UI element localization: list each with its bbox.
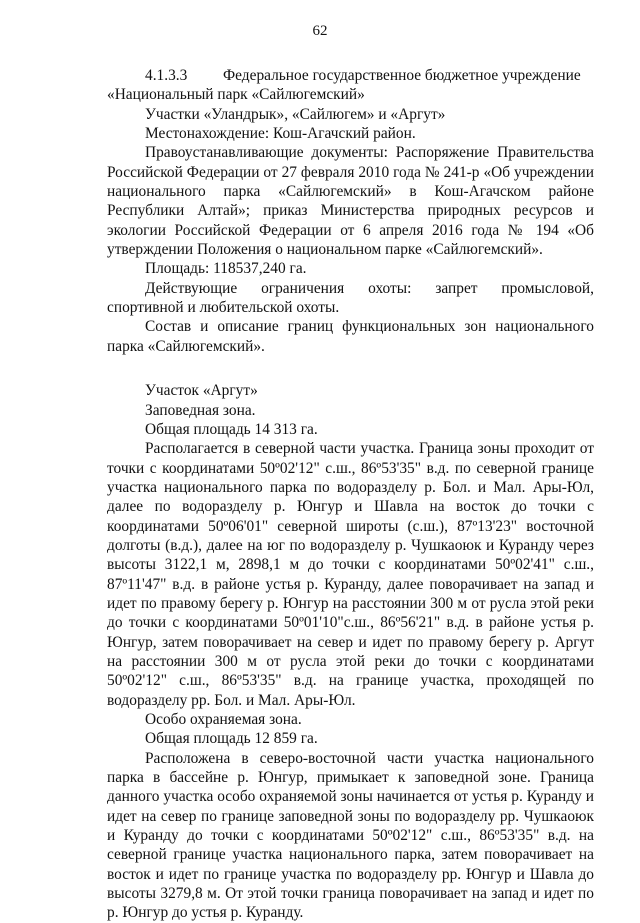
section-number: 4.1.3.3	[145, 67, 188, 84]
paragraph-reserve-zone-area: Общая площадь 14 313 га.	[145, 420, 318, 438]
paragraph-zones-description: Состав и описание границ функциональных зон национального парка «Сайлюгемский».	[107, 318, 594, 355]
paragraph-protected-zone: Особо охраняемая зона.	[145, 711, 302, 728]
paragraph-spacer	[107, 356, 594, 381]
paragraph-location: Местонахождение: Кош-Агачский район.	[145, 125, 416, 143]
paragraph-protected-zone-area: Общая площадь 12 859 га.	[145, 730, 318, 748]
paragraph-protected-zone-boundary: Расположена в северо-восточной части участка национального парка в бассейне р. Юнгур, примыкает к заповедной зоне. Граница данного участка особо охраняемой зоны начинается от устья р. Куранду и идет на север по границе заповедной зоны по водоразделу рр. Чушкаоюк и Куранду до точки с координатами 50º02'12" с.ш., 86º53'35" в.д. на северной границе участка национального парка, затем поворачивает на восток и идет по границе участка по водоразделу рр. Юнгур и Шавла до высоты 3279,8 м. От этой точки граница поворачивает на запад и идет по р. Юнгур до устья р. Куранду.	[107, 749, 594, 922]
paragraph-hunting-restrictions: Действующие ограничения охоты: запрет промысловой, спортивной и любительской охоты.	[107, 279, 594, 317]
section-title-line1: Федеральное государственное бюджетное учреждение	[223, 67, 581, 84]
page-number: 62	[312, 23, 328, 39]
paragraph-argut-site: Участок «Аргут»	[145, 382, 258, 400]
paragraph-area: Площадь: 118537,240 га.	[145, 260, 307, 278]
document-body	[107, 66, 594, 923]
paragraph-sites: Участки «Уландрык», «Сайлюгем» и «Аргут»	[145, 105, 446, 123]
paragraph-reserve-zone: Заповедная зона.	[145, 401, 256, 419]
paragraph-reserve-zone-boundary: Располагается в северной части участка. Граница зоны проходит от точки с координатами 50º02'12" с.ш., 86º53'35" в.д. по северной границе участка национального парка по водоразделу р. Бол. и Мал. Ары-Юл, далее по водоразделу р. Юнгур и Шавла на восток до точки с координатами 50º06'01" северной широты (с.ш.), 87º13'23" восточной долготы (в.д.), далее на юг по водоразделу р. Чушкаоюк и Куранду через высоты 3122,1 м, 2898,1 м до точки с координатами 50º02'41" с.ш., 87º11'47" в.д. в районе устья р. Куранду, далее поворачивает на запад и идет по правому берегу р. Юнгур на расстоянии 300 м от русла этой реки до точки с координатами 50º01'10"с.ш., 86º56'21" в.д. в районе устья р. Юнгур, затем поворачивает на север и идет по правому берегу р. Аргут на расстоянии 300 м от русла этой реки до точки с координатами 50º02'12" с.ш., 86º53'35" в.д. на границе участка, проходящей по водоразделу рр. Бол. и Мал. Ары-Юл.	[107, 440, 594, 709]
paragraph-legal-documents: Правоустанавливающие документы: Распоряжение Правительства Российской Федерации от 27 февраля 2010 года № 241-р «Об учреждении национального парка «Сайлюгемский» в Кош-Агачском районе Республики Алтай»; приказ Министерства природных ресурсов и экологии Российской Федерации от 6 апреля 2016 года № 194 «Об утверждении Положения о национальном парке «Сайлюгемский».	[107, 144, 594, 259]
section-title-line2: «Национальный парк «Сайлюгемский»	[107, 86, 365, 104]
section-heading	[107, 66, 594, 85]
